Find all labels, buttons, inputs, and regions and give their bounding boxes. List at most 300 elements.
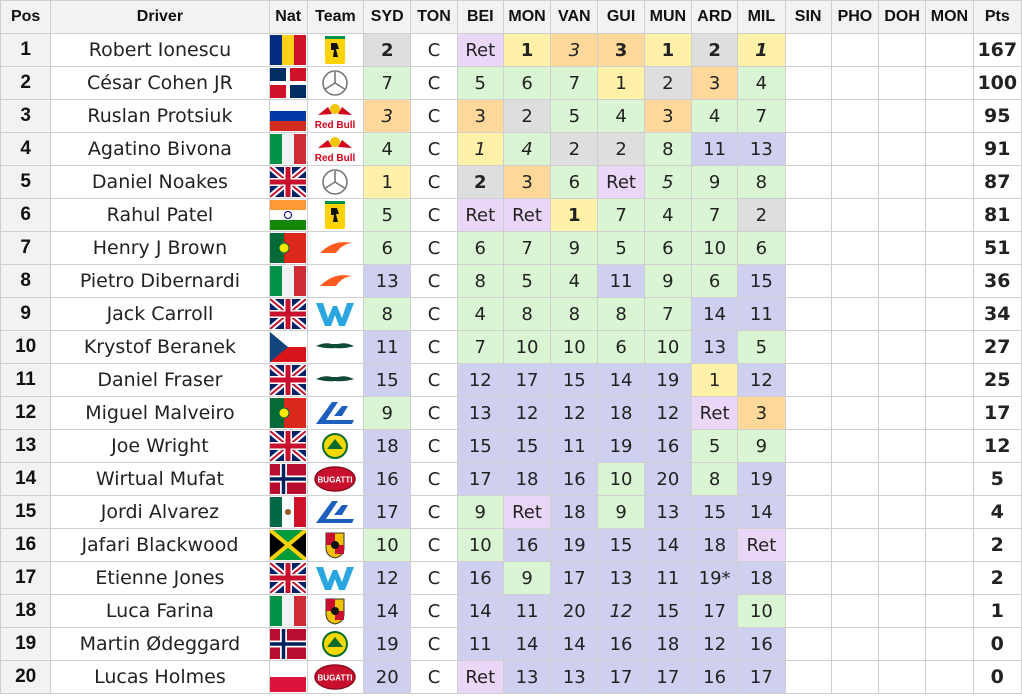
team-cell <box>307 67 363 100</box>
result-cell-mil: 5 <box>738 331 785 364</box>
driver-name-cell: Daniel Fraser <box>51 364 269 397</box>
result-cell-bei: 14 <box>457 595 503 628</box>
driver-name-cell: Joe Wright <box>51 430 269 463</box>
team-cell <box>307 133 363 166</box>
result-cell-doh <box>879 199 926 232</box>
result-cell-van: 7 <box>551 67 598 100</box>
result-cell-mil: 9 <box>738 430 785 463</box>
result-cell-gui: 14 <box>598 364 644 397</box>
header-pts: Pts <box>973 1 1021 34</box>
result-cell-ton: C <box>411 628 457 661</box>
result-cell-syd: 3 <box>364 100 411 133</box>
result-cell-ton: C <box>411 364 457 397</box>
result-cell-bei: 10 <box>457 529 503 562</box>
position-cell: 19 <box>1 628 51 661</box>
result-cell-syd: 9 <box>364 397 411 430</box>
result-cell-mon: 17 <box>503 364 550 397</box>
result-cell-syd: 18 <box>364 430 411 463</box>
mexico-flag <box>270 497 307 527</box>
driver-name-cell: Henry J Brown <box>51 232 269 265</box>
result-cell-van: 18 <box>551 496 598 529</box>
position-cell: 14 <box>1 463 51 496</box>
position-cell: 15 <box>1 496 51 529</box>
nationality-cell <box>269 562 307 595</box>
table-row <box>1 166 1022 199</box>
result-cell-doh <box>879 364 926 397</box>
result-cell-ard: Ret <box>691 397 737 430</box>
result-cell-mon: 5 <box>503 265 550 298</box>
result-cell-van: 1 <box>551 199 598 232</box>
points-cell: 34 <box>973 298 1021 331</box>
driver-name-cell: Robert Ionescu <box>51 34 269 67</box>
team-cell <box>307 595 363 628</box>
team-cell <box>307 298 363 331</box>
position-cell: 7 <box>1 232 51 265</box>
position-cell: 12 <box>1 397 51 430</box>
result-cell-mil: Ret <box>738 529 785 562</box>
result-cell-doh <box>879 265 926 298</box>
nationality-cell <box>269 463 307 496</box>
result-cell-mil: 6 <box>738 232 785 265</box>
driver-name-cell: César Cohen JR <box>51 67 269 100</box>
result-cell-ton: C <box>411 298 457 331</box>
team-cell <box>307 463 363 496</box>
result-cell-pho <box>831 34 878 67</box>
result-cell-gui: 2 <box>598 133 644 166</box>
nationality-cell <box>269 397 307 430</box>
result-cell-sin <box>785 67 831 100</box>
result-cell-mun: 6 <box>644 232 691 265</box>
team-cell <box>307 529 363 562</box>
result-cell-ton: C <box>411 166 457 199</box>
driver-name-cell: Wirtual Mufat <box>51 463 269 496</box>
result-cell-ard: 17 <box>691 595 737 628</box>
result-cell-sin <box>785 232 831 265</box>
result-cell-pho <box>831 661 878 694</box>
result-cell-ton: C <box>411 661 457 694</box>
result-cell-bei: 1 <box>457 133 503 166</box>
header-nat: Nat <box>269 1 307 34</box>
result-cell-mon-2 <box>926 34 973 67</box>
result-cell-bei: 2 <box>457 166 503 199</box>
result-cell-gui: 17 <box>598 661 644 694</box>
result-cell-pho <box>831 562 878 595</box>
result-cell-ard: 14 <box>691 298 737 331</box>
result-cell-bei: 6 <box>457 232 503 265</box>
result-cell-van: 14 <box>551 628 598 661</box>
result-cell-sin <box>785 331 831 364</box>
russia-flag <box>270 101 307 131</box>
points-cell: 5 <box>973 463 1021 496</box>
nationality-cell <box>269 331 307 364</box>
result-cell-gui: 16 <box>598 628 644 661</box>
result-cell-ton: C <box>411 265 457 298</box>
result-cell-doh <box>879 562 926 595</box>
table-row <box>1 265 1022 298</box>
uk-flag <box>270 167 307 197</box>
team-cell <box>307 496 363 529</box>
result-cell-gui: 12 <box>598 595 644 628</box>
nationality-cell <box>269 364 307 397</box>
table-row <box>1 232 1022 265</box>
table-row <box>1 463 1022 496</box>
lotus-logo <box>308 629 363 659</box>
result-cell-mun: 16 <box>644 430 691 463</box>
result-cell-ton: C <box>411 133 457 166</box>
team-cell <box>307 364 363 397</box>
result-cell-syd: 14 <box>364 595 411 628</box>
result-cell-mon-2 <box>926 463 973 496</box>
result-cell-doh <box>879 232 926 265</box>
result-cell-mon: 16 <box>503 529 550 562</box>
result-cell-mil: 15 <box>738 265 785 298</box>
result-cell-ton: C <box>411 397 457 430</box>
result-cell-van: 10 <box>551 331 598 364</box>
position-cell: 6 <box>1 199 51 232</box>
result-cell-gui: 19 <box>598 430 644 463</box>
nationality-cell <box>269 496 307 529</box>
result-cell-van: 12 <box>551 397 598 430</box>
result-cell-mon-2 <box>926 331 973 364</box>
team-cell <box>307 628 363 661</box>
driver-name-cell: Agatino Bivona <box>51 133 269 166</box>
header-row <box>1 1 1022 34</box>
driver-name-cell: Miguel Malveiro <box>51 397 269 430</box>
result-cell-mon-2 <box>926 265 973 298</box>
result-cell-sin <box>785 562 831 595</box>
result-cell-mon: 18 <box>503 463 550 496</box>
result-cell-mun: 15 <box>644 595 691 628</box>
position-cell: 4 <box>1 133 51 166</box>
table-row <box>1 364 1022 397</box>
result-cell-mun: 18 <box>644 628 691 661</box>
result-cell-bei: Ret <box>457 34 503 67</box>
driver-name-cell: Jafari Blackwood <box>51 529 269 562</box>
result-cell-syd: 10 <box>364 529 411 562</box>
result-cell-mon-2 <box>926 661 973 694</box>
result-cell-mon: 9 <box>503 562 550 595</box>
result-cell-ard: 12 <box>691 628 737 661</box>
result-cell-mil: 18 <box>738 562 785 595</box>
result-cell-mun: 20 <box>644 463 691 496</box>
header-driver: Driver <box>51 1 269 34</box>
driver-name-cell: Rahul Patel <box>51 199 269 232</box>
team-cell <box>307 562 363 595</box>
result-cell-syd: 13 <box>364 265 411 298</box>
result-cell-ard: 5 <box>691 430 737 463</box>
italy-flag <box>270 266 307 296</box>
result-cell-sin <box>785 397 831 430</box>
result-cell-mon: 12 <box>503 397 550 430</box>
mercedes-logo <box>308 68 363 98</box>
header-team: Team <box>307 1 363 34</box>
table-row <box>1 67 1022 100</box>
redbull-logo <box>308 134 363 164</box>
bugatti-logo <box>308 464 363 494</box>
result-cell-ton: C <box>411 463 457 496</box>
result-cell-syd: 19 <box>364 628 411 661</box>
result-cell-doh <box>879 166 926 199</box>
points-cell: 100 <box>973 67 1021 100</box>
result-cell-mon: Ret <box>503 496 550 529</box>
result-cell-bei: 5 <box>457 67 503 100</box>
result-cell-van: 4 <box>551 265 598 298</box>
result-cell-sin <box>785 265 831 298</box>
portugal-flag <box>270 233 307 263</box>
result-cell-doh <box>879 67 926 100</box>
result-cell-sin <box>785 595 831 628</box>
table-row <box>1 133 1022 166</box>
svg-text:BUGATTI: BUGATTI <box>317 475 353 485</box>
driver-name-cell: Jack Carroll <box>51 298 269 331</box>
result-cell-ton: C <box>411 199 457 232</box>
result-cell-doh <box>879 100 926 133</box>
result-cell-pho <box>831 430 878 463</box>
result-cell-doh <box>879 496 926 529</box>
position-cell: 11 <box>1 364 51 397</box>
result-cell-mil: 16 <box>738 628 785 661</box>
result-cell-mon-2 <box>926 298 973 331</box>
ferrari-logo <box>308 35 363 65</box>
result-cell-syd: 4 <box>364 133 411 166</box>
result-cell-gui: 11 <box>598 265 644 298</box>
result-cell-syd: 16 <box>364 463 411 496</box>
result-cell-ton: C <box>411 232 457 265</box>
position-cell: 20 <box>1 661 51 694</box>
points-cell: 25 <box>973 364 1021 397</box>
result-cell-bei: Ret <box>457 661 503 694</box>
result-cell-bei: 3 <box>457 100 503 133</box>
result-cell-sin <box>785 430 831 463</box>
result-cell-gui: 18 <box>598 397 644 430</box>
result-cell-pho <box>831 100 878 133</box>
mclaren-logo <box>308 233 363 263</box>
driver-name-cell: Jordi Alvarez <box>51 496 269 529</box>
position-cell: 9 <box>1 298 51 331</box>
mercedes-logo <box>308 167 363 197</box>
result-cell-van: 20 <box>551 595 598 628</box>
result-cell-mun: 8 <box>644 133 691 166</box>
result-cell-mil: 1 <box>738 34 785 67</box>
result-cell-syd: 8 <box>364 298 411 331</box>
team-cell <box>307 430 363 463</box>
table-row <box>1 331 1022 364</box>
position-cell: 1 <box>1 34 51 67</box>
bugatti-logo <box>308 662 363 692</box>
result-cell-mon-2 <box>926 166 973 199</box>
points-cell: 87 <box>973 166 1021 199</box>
result-cell-doh <box>879 34 926 67</box>
nationality-cell <box>269 529 307 562</box>
result-cell-gui: 15 <box>598 529 644 562</box>
table-row <box>1 529 1022 562</box>
nationality-cell <box>269 298 307 331</box>
result-cell-van: 5 <box>551 100 598 133</box>
header-ard: ARD <box>691 1 737 34</box>
table-row <box>1 628 1022 661</box>
nationality-cell <box>269 265 307 298</box>
position-cell: 16 <box>1 529 51 562</box>
driver-name-cell: Pietro Dibernardi <box>51 265 269 298</box>
result-cell-bei: 15 <box>457 430 503 463</box>
header-van: VAN <box>551 1 598 34</box>
result-cell-syd: 11 <box>364 331 411 364</box>
result-cell-doh <box>879 463 926 496</box>
points-cell: 4 <box>973 496 1021 529</box>
header-doh: DOH <box>879 1 926 34</box>
result-cell-mon: 13 <box>503 661 550 694</box>
points-cell: 17 <box>973 397 1021 430</box>
result-cell-ard: 1 <box>691 364 737 397</box>
points-cell: 91 <box>973 133 1021 166</box>
result-cell-mon-2 <box>926 628 973 661</box>
result-cell-syd: 5 <box>364 199 411 232</box>
poland-flag <box>270 662 307 692</box>
result-cell-doh <box>879 397 926 430</box>
points-cell: 1 <box>973 595 1021 628</box>
result-cell-mon-2 <box>926 595 973 628</box>
result-cell-mil: 17 <box>738 661 785 694</box>
result-cell-doh <box>879 628 926 661</box>
result-cell-mun: 13 <box>644 496 691 529</box>
result-cell-gui: 10 <box>598 463 644 496</box>
dominican-flag <box>270 68 307 98</box>
result-cell-mon: 7 <box>503 232 550 265</box>
team-cell <box>307 265 363 298</box>
mclaren-logo <box>308 266 363 296</box>
team-cell <box>307 34 363 67</box>
result-cell-pho <box>831 463 878 496</box>
result-cell-mon: 2 <box>503 100 550 133</box>
result-cell-ton: C <box>411 67 457 100</box>
team-cell <box>307 100 363 133</box>
result-cell-ard: 15 <box>691 496 737 529</box>
result-cell-mil: 7 <box>738 100 785 133</box>
result-cell-gui: 6 <box>598 331 644 364</box>
italy-flag <box>270 134 307 164</box>
result-cell-mon: 8 <box>503 298 550 331</box>
table-row <box>1 100 1022 133</box>
result-cell-pho <box>831 397 878 430</box>
result-cell-van: 9 <box>551 232 598 265</box>
position-cell: 10 <box>1 331 51 364</box>
romania-flag <box>270 35 307 65</box>
driver-name-cell: Lucas Holmes <box>51 661 269 694</box>
result-cell-pho <box>831 298 878 331</box>
result-cell-sin <box>785 661 831 694</box>
result-cell-doh <box>879 661 926 694</box>
result-cell-mon: Ret <box>503 199 550 232</box>
result-cell-pho <box>831 331 878 364</box>
result-cell-gui: 1 <box>598 67 644 100</box>
svg-text:BUGATTI: BUGATTI <box>317 673 353 683</box>
uk-flag <box>270 365 307 395</box>
alpine-logo <box>308 398 363 428</box>
result-cell-mil: 11 <box>738 298 785 331</box>
position-cell: 17 <box>1 562 51 595</box>
result-cell-ton: C <box>411 331 457 364</box>
result-cell-van: 19 <box>551 529 598 562</box>
driver-name-cell: Ruslan Protsiuk <box>51 100 269 133</box>
result-cell-pho <box>831 166 878 199</box>
result-cell-bei: 13 <box>457 397 503 430</box>
nationality-cell <box>269 199 307 232</box>
header-mil: MIL <box>738 1 785 34</box>
result-cell-mon-2 <box>926 496 973 529</box>
result-cell-gui: 5 <box>598 232 644 265</box>
nationality-cell <box>269 67 307 100</box>
team-cell <box>307 166 363 199</box>
nationality-cell <box>269 166 307 199</box>
table-body <box>1 34 1022 694</box>
alpine-logo <box>308 497 363 527</box>
header-mon: MON <box>503 1 550 34</box>
result-cell-doh <box>879 133 926 166</box>
result-cell-mon-2 <box>926 232 973 265</box>
result-cell-mil: 8 <box>738 166 785 199</box>
nationality-cell <box>269 595 307 628</box>
result-cell-ard: 4 <box>691 100 737 133</box>
nationality-cell <box>269 628 307 661</box>
result-cell-mon-2 <box>926 133 973 166</box>
result-cell-ton: C <box>411 595 457 628</box>
result-cell-mon: 15 <box>503 430 550 463</box>
points-cell: 0 <box>973 628 1021 661</box>
result-cell-gui: 4 <box>598 100 644 133</box>
result-cell-mil: 3 <box>738 397 785 430</box>
result-cell-mil: 2 <box>738 199 785 232</box>
result-cell-gui: Ret <box>598 166 644 199</box>
header-syd: SYD <box>364 1 411 34</box>
team-cell <box>307 397 363 430</box>
result-cell-bei: Ret <box>457 199 503 232</box>
result-cell-ard: 16 <box>691 661 737 694</box>
result-cell-bei: 16 <box>457 562 503 595</box>
italy-flag <box>270 596 307 626</box>
result-cell-mon-2 <box>926 562 973 595</box>
points-cell: 51 <box>973 232 1021 265</box>
result-cell-mun: 1 <box>644 34 691 67</box>
table-row <box>1 34 1022 67</box>
result-cell-pho <box>831 199 878 232</box>
points-cell: 36 <box>973 265 1021 298</box>
result-cell-mon: 10 <box>503 331 550 364</box>
table-row <box>1 397 1022 430</box>
nationality-cell <box>269 34 307 67</box>
result-cell-ard: 11 <box>691 133 737 166</box>
header-pos: Pos <box>1 1 51 34</box>
result-cell-sin <box>785 199 831 232</box>
result-cell-ton: C <box>411 529 457 562</box>
points-cell: 2 <box>973 562 1021 595</box>
result-cell-ard: 7 <box>691 199 737 232</box>
result-cell-mon-2 <box>926 529 973 562</box>
points-cell: 27 <box>973 331 1021 364</box>
result-cell-bei: 7 <box>457 331 503 364</box>
result-cell-mun: 17 <box>644 661 691 694</box>
result-cell-doh <box>879 595 926 628</box>
result-cell-sin <box>785 463 831 496</box>
result-cell-gui: 8 <box>598 298 644 331</box>
uk-flag <box>270 563 307 593</box>
result-cell-syd: 1 <box>364 166 411 199</box>
result-cell-syd: 15 <box>364 364 411 397</box>
ferrari-logo <box>308 200 363 230</box>
header-bei: BEI <box>457 1 503 34</box>
points-cell: 81 <box>973 199 1021 232</box>
result-cell-sin <box>785 34 831 67</box>
result-cell-mun: 19 <box>644 364 691 397</box>
